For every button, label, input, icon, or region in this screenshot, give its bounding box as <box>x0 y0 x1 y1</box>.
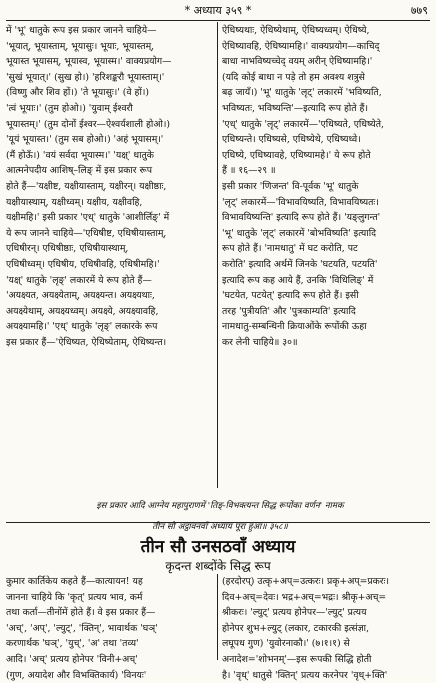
text-line: 'भू' धातुके 'लृट्' लकारमें 'बोभविष्यति' इत्यादि <box>222 227 377 239</box>
text-line: 'सुखं भूयात्।' (सुख हो।) 'हरिशङ्करौ भूयास्ताम्।' <box>6 71 165 83</box>
section-rule <box>6 522 430 523</box>
text-line: में 'भू' धातुके रूप इस प्रकार जानने चाहिये— <box>6 25 157 36</box>
text-line: एधिषीध्वम्। एधिषीय, एधिषीवहि, एधिषीमहि।' <box>6 258 160 270</box>
text-line: बाधा नाभविष्यच्चेद् वयम् अरीन् ऐधिष्यामहि।' <box>222 56 373 68</box>
text-line: 'अच्', 'अप्', 'ल्युट्', 'क्तिन्', भावार्थक 'घञ्' <box>6 622 158 634</box>
text-line: एधिष्यन्ते। एधिष्यसे, एधिष्येथे, एधिष्यध्वे। <box>222 134 361 146</box>
text-line: लघूपध गुण) 'युवोरनाकौ।' (७।१।१) से <box>222 638 350 650</box>
top-right-column <box>222 23 430 350</box>
text-line: ऐधिष्यावहि, ऐधिष्यामहि।' वाक्यप्रयोग—काचिद् <box>222 40 380 52</box>
text-line: जानना चाहिये कि 'कृत्' प्रत्यय भाव, कर्म <box>6 591 143 603</box>
top-left-column <box>6 23 212 350</box>
text-line: (विष्णु और शिव हों।) 'ते भूयासुः।' (वे हों।) <box>6 87 150 99</box>
bottom-right-column <box>222 574 430 683</box>
text-line: रूप होते हैं। 'नामधातु' में घट करोति, पट <box>222 243 358 255</box>
text-line: कर लेनी चाहिये॥ ३०॥ <box>222 336 298 348</box>
column-divider <box>217 22 218 488</box>
text-line: बढ़ जायँ।) 'भू' धातुके 'लृट्' लकारमें 'भविष्यति, <box>222 87 382 99</box>
text-line: यक्षीयास्थाम्, यक्षीध्वम्। यक्षीय, यक्षीवहि, <box>6 196 143 208</box>
text-line: ये रूप जानने चाहिये—'एधिषीष्ट, एधिषीयास्ताम्, <box>6 227 167 239</box>
text-line: 'भूयात्, भूयास्ताम्, भूयासुः। भूयाः, भूयास्तम्, <box>6 40 155 52</box>
text-line: 'लृट्' लकारमें—'विभावयिष्यति, विभावयिष्यतः। <box>222 196 379 208</box>
text-line: विभावयिष्यन्ति' इत्यादि रूप होते हैं। 'यङ्लुगन्त' <box>222 212 381 224</box>
text-line: तथा कर्ता—तीनोंमें होते हैं। वे इस प्रकार हैं— <box>6 607 156 619</box>
text-line: होते हैं—'यक्षीष्ट, यक्षीयास्ताम्, यक्षीरन्। यक्षीष्ठाः, <box>6 180 167 192</box>
text-line: एधिष्ये, एधिष्यावहे, एधिष्यामहे।' ये रूप होते <box>222 149 371 161</box>
text-line: इत्यादि रूप कह आये हैं, उनकि 'विधिलिङ्' में <box>222 274 374 286</box>
text-line: तीन सौ अट्ठावनवाँ अध्याय पूरा हुआ॥ ३५८॥ <box>152 522 288 533</box>
text-line: ऐधिष्यथाः, ऐधिष्येथाम्, ऐधिष्यध्वम्। ऐधिष्ये, <box>222 25 370 36</box>
column-divider-lower <box>217 574 218 660</box>
text-line: (मैं होऊँ।) 'वयं सर्वदा भूयास्म।' 'यक्ष्' धातुके <box>6 149 154 161</box>
text-line: (गुण, अयादेश और विभक्तिकार्य) 'विनयः' <box>6 669 147 681</box>
text-line: भूयास्तम्।' (तुम दोनों ईश्वर—ऐश्वर्यशाली होओ।) <box>6 118 170 130</box>
text-line: (हरदोरप्) उत्कृ+अप्=उत्करः। प्रकृ+अप्=प्रकरः। <box>222 576 390 587</box>
text-line: 'यक्ष्' धातुके 'लृङ्' लकारमें ये रूप होते हैं— <box>6 274 152 286</box>
text-line: एधिषीरन्। एधिषीष्ठाः, एधिषीयास्थाम्, <box>6 243 129 255</box>
bottom-left-column <box>6 574 212 683</box>
text-line: श्रीकरः। 'ल्युट्' प्रत्यय होनेपर—'ल्युट्' प्रत्यय <box>222 607 367 619</box>
text-line: तरह 'पुत्रीयति' और 'पुत्रकाम्यति' इत्यादि <box>222 305 356 317</box>
text-line: आत्मनेपदीय आशिष्–लिङ् में इस प्रकार रूप <box>6 165 153 177</box>
page-number: ७७९ <box>410 4 428 17</box>
running-head: * अध्याय ३५९ * <box>184 4 252 17</box>
text-line: भूयास्त भूयासम्, भूयास्व, भूयास्म।' वाक्यप्रयोग— <box>6 56 172 68</box>
text-line: दिव+अच्=देवः। भद्र+अच्=भद्रः। श्रीकृ+अच्= <box>222 591 387 603</box>
text-line: करणार्थक 'घञ्', 'युच्', 'अ' तथा 'तव्य' <box>6 638 139 650</box>
text-line: भविष्यतः, भविष्यन्ति'—इत्यादि रूप होते हैं। <box>222 102 369 114</box>
text-line: अयक्ष्यामहि।' 'एध्' धातुके 'लृङ्' लकारके रूप <box>6 321 158 333</box>
text-line: यक्षीमहि।' इसी प्रकार 'एध्' धातुके 'आशीर्लिङ्' में <box>6 212 170 224</box>
text-line: इस प्रकार आदि आग्नेय महापुराणमें 'तिङ्-विभक्त्यन्त सिद्ध रूपोंका वर्णन' नामक <box>96 500 344 511</box>
header-rule <box>6 20 430 21</box>
chapter-subtitle: कृदन्त शब्दोंके सिद्ध रूप <box>165 559 271 573</box>
chapter-title: तीन सौ उनसठवाँ अध्याय <box>140 537 296 557</box>
text-line: करोति' इत्यादि अर्थमें जिनके 'घटयति, पटयति' <box>222 258 378 270</box>
text-line: कुमार कार्तिकेय कहते हैं—कात्यायन! यह <box>6 576 143 587</box>
text-line: आदि। 'अच्' प्रत्यय होनेपर 'विनी+अच्' <box>6 653 138 665</box>
text-line: 'यूयं भूयास्त।' (तुम सब होओ।) 'अहं भूयासम्।' <box>6 134 164 146</box>
text-line: 'त्वं भूयाः।' (तुम होओ।) 'युवाम् ईश्वरौ <box>6 102 133 114</box>
chapter-colophon <box>40 491 400 543</box>
text-line: 'एध्' धातुके 'लृट्' लकारमें—'एधिष्यते, एधिष्येते, <box>222 118 384 130</box>
text-line: अयक्ष्येथाम्, अयक्ष्यध्वम्। अयक्ष्ये, अयक्ष्यावहि, <box>6 305 159 317</box>
text-line: 'अयक्ष्यत, अयक्ष्येताम्, अयक्ष्यन्त। अयक्ष्यथाः, <box>6 290 155 302</box>
text-line: 'घटयेत, पटयेत्' इत्यादि रूप होते हैं। इसी <box>222 290 359 302</box>
text-line: अनादेश='शोभनम्'—इस रूपकी सिद्धि होती <box>222 653 372 665</box>
text-line: हैं ॥ १६—२९ ॥ <box>222 165 276 177</box>
text-line: (यदि कोई बाधा न पड़े तो हम अवश्य शत्रुसे <box>222 71 365 83</box>
page-header <box>0 0 436 20</box>
text-line: होनेपर शुभ+ल्युट् (लकार, टकारकी इत्संज्ञा, <box>222 622 370 634</box>
text-line: इस प्रकार हैं—'ऐधिष्यत, ऐधिष्येताम्, ऐधिष्यन्त। <box>6 336 167 348</box>
text-line: इसी प्रकार 'णिजन्त' वि-पूर्वक 'भू' धातुके <box>222 180 359 192</box>
text-line: है। 'वृध्' धातुसे 'क्तिन्' प्रत्यय करनेपर 'वृध्+क्ति' <box>222 669 388 681</box>
text-line: नामधातु-सम्बन्धिनी क्रियाओंके रूपोंकी ऊहा <box>222 321 367 333</box>
